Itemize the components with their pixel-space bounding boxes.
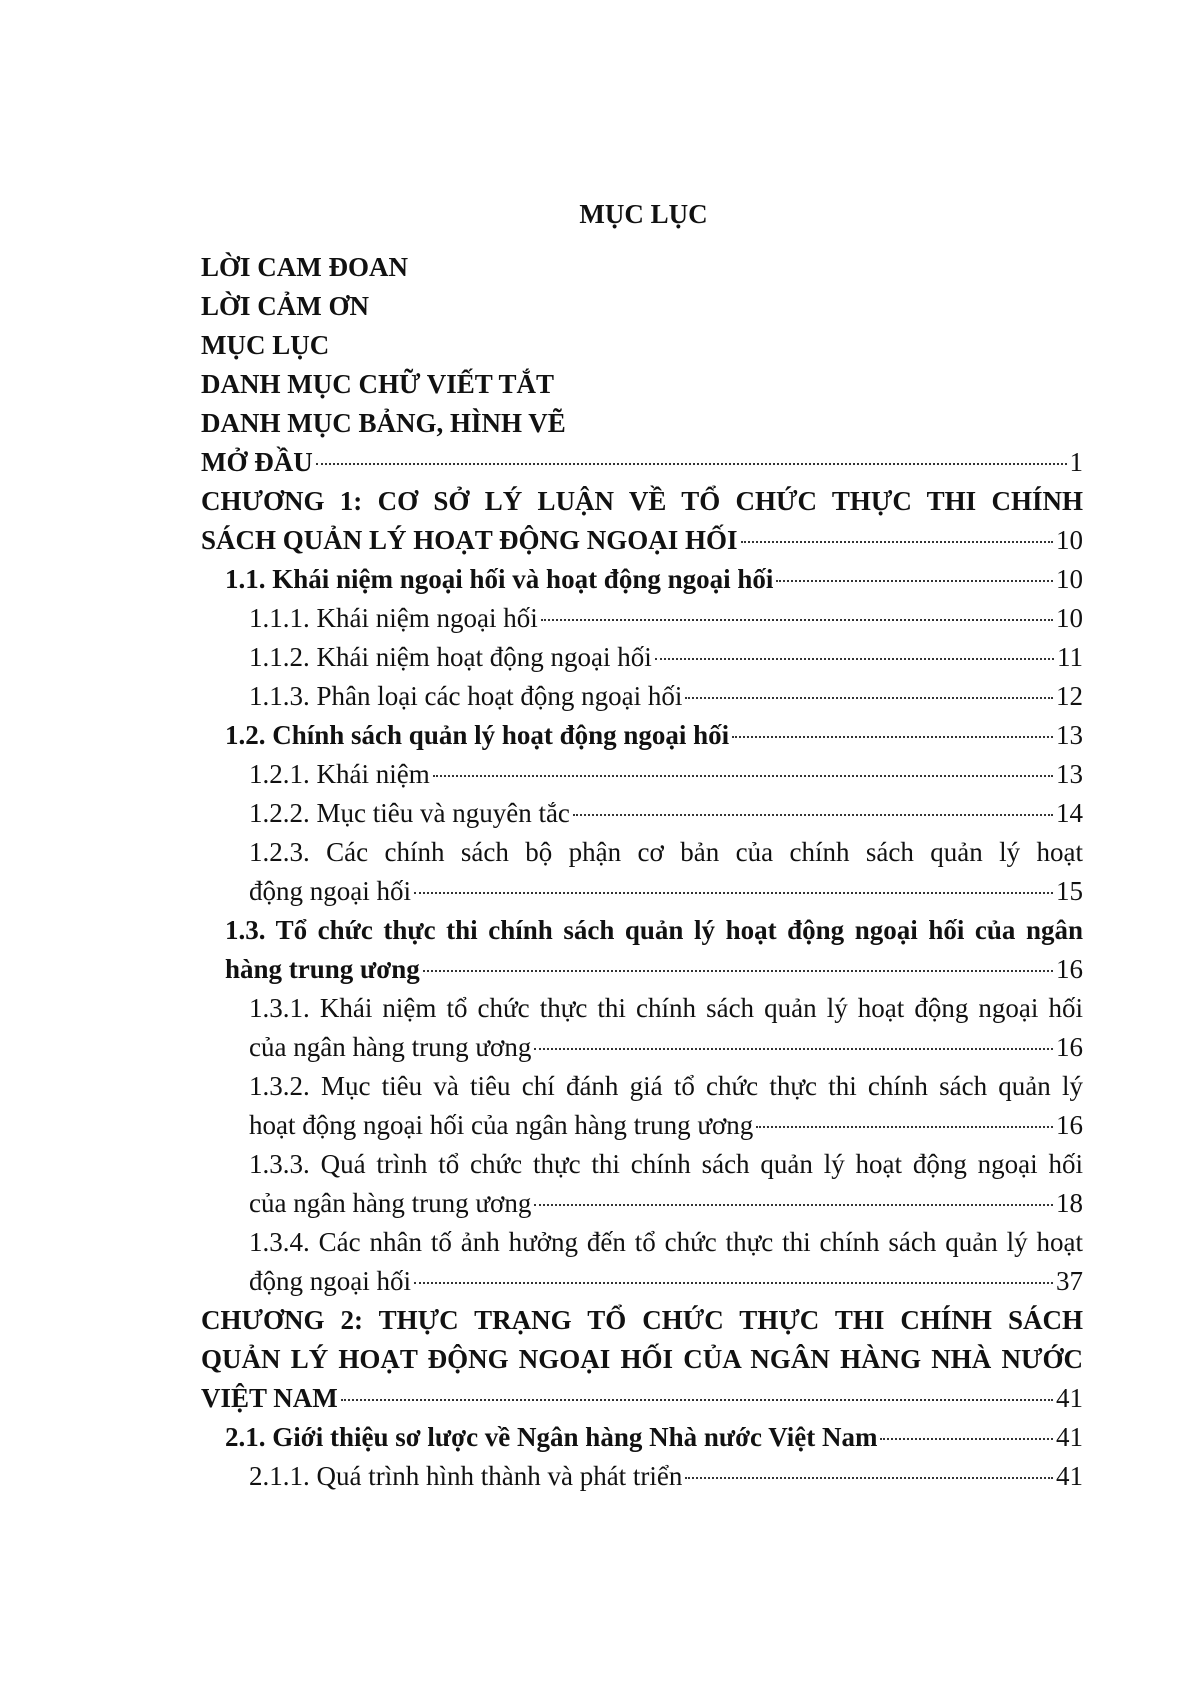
page-number: 18 bbox=[1056, 1188, 1083, 1218]
toc-entry-title-line2: QUẢN LÝ HOẠT ĐỘNG NGOẠI HỐI CỦA NGÂN HÀNG NHÀ NƯỚC bbox=[201, 1344, 1083, 1374]
page-number: 16 bbox=[1056, 1110, 1083, 1140]
toc-entry-1-3[interactable] bbox=[201, 911, 1083, 989]
dot-leader bbox=[756, 1125, 1053, 1128]
dot-leader bbox=[341, 1398, 1053, 1401]
toc-entry-title-line1: CHƯƠNG 2: THỰC TRẠNG TỔ CHỨC THỰC THI CHÍNH SÁCH bbox=[201, 1305, 1083, 1335]
toc-entry-2-1[interactable] bbox=[201, 1418, 1083, 1457]
dot-leader bbox=[776, 579, 1053, 582]
toc-entry-title-line2: của ngân hàng trung ương bbox=[249, 1188, 532, 1218]
dot-leader bbox=[316, 462, 1067, 465]
toc-entry-title-line1: 1.3. Tổ chức thực thi chính sách quản lý hoạt động ngoại hối của ngân bbox=[225, 915, 1083, 945]
page-number: 41 bbox=[1056, 1422, 1083, 1452]
toc-entry-title-line2: hoạt động ngoại hối của ngân hàng trung ương bbox=[249, 1110, 754, 1140]
toc-entry-title: 1.2.2. Mục tiêu và nguyên tắc bbox=[249, 798, 570, 828]
toc-front-loi-cam-doan[interactable]: LỜI CAM ĐOAN bbox=[201, 252, 408, 282]
page-number: 10 bbox=[1056, 603, 1083, 633]
toc-front-danh-muc-bang-hinh-ve[interactable]: DANH MỤC BẢNG, HÌNH VẼ bbox=[201, 408, 566, 438]
dot-leader bbox=[685, 696, 1053, 699]
toc-entry-title-line2: động ngoại hối bbox=[249, 1266, 411, 1296]
toc-entry-title: 1.1.1. Khái niệm ngoại hối bbox=[249, 603, 538, 633]
toc-entry-1-2[interactable] bbox=[201, 716, 1083, 755]
toc-entry-title-line1: 1.3.2. Mục tiêu và tiêu chí đánh giá tổ chức thực thi chính sách quản lý bbox=[249, 1071, 1083, 1101]
toc-entry-title: 2.1. Giới thiệu sơ lược về Ngân hàng Nhà nước Việt Nam bbox=[225, 1422, 878, 1452]
toc-entry-chuong-2[interactable] bbox=[201, 1301, 1083, 1418]
toc-entry-mo-dau[interactable] bbox=[201, 443, 1083, 482]
dot-leader bbox=[880, 1437, 1053, 1440]
toc-entry-title: 1.1.2. Khái niệm hoạt động ngoại hối bbox=[249, 642, 652, 672]
dot-leader bbox=[534, 1047, 1053, 1050]
toc-entry-1-1-1[interactable] bbox=[201, 599, 1083, 638]
toc-entry-1-3-2[interactable] bbox=[201, 1067, 1083, 1145]
page-number: 10 bbox=[1056, 525, 1083, 555]
page-title: MỤC LỤC bbox=[579, 199, 708, 229]
toc-entry-title-line2: hàng trung ương bbox=[225, 954, 420, 984]
toc-entry-title-line2: SÁCH QUẢN LÝ HOẠT ĐỘNG NGOẠI HỐI bbox=[201, 525, 738, 555]
toc-entry-title: 1.1.3. Phân loại các hoạt động ngoại hối bbox=[249, 681, 683, 711]
dot-leader bbox=[414, 1281, 1053, 1284]
dot-leader bbox=[433, 774, 1053, 777]
toc-entry-title: MỞ ĐẦU bbox=[201, 447, 313, 477]
dot-leader bbox=[741, 540, 1053, 543]
page-number: 16 bbox=[1056, 954, 1083, 984]
toc-entry-1-3-4[interactable] bbox=[201, 1223, 1083, 1301]
page-number: 1 bbox=[1069, 447, 1083, 477]
dot-leader bbox=[414, 891, 1053, 894]
toc-entry-1-3-1[interactable] bbox=[201, 989, 1083, 1067]
page-number: 13 bbox=[1056, 720, 1083, 750]
toc-front-loi-cam-on[interactable]: LỜI CẢM ƠN bbox=[201, 291, 369, 321]
toc-entry-chuong-1[interactable] bbox=[201, 482, 1083, 560]
toc-entry-title-line2: động ngoại hối bbox=[249, 876, 411, 906]
toc-entry-1-2-3[interactable] bbox=[201, 833, 1083, 911]
table-of-contents bbox=[201, 248, 1083, 1496]
toc-entry-title-line2: của ngân hàng trung ương bbox=[249, 1032, 532, 1062]
toc-entry-title-line1: 1.3.4. Các nhân tố ảnh hưởng đến tổ chức thực thi chính sách quản lý hoạt bbox=[249, 1227, 1083, 1257]
toc-entry-1-3-3[interactable] bbox=[201, 1145, 1083, 1223]
toc-entry-title: 1.2.1. Khái niệm bbox=[249, 759, 430, 789]
toc-entry-title: 1.1. Khái niệm ngoại hối và hoạt động ngoại hối bbox=[225, 564, 774, 594]
dot-leader bbox=[732, 735, 1053, 738]
page-number: 12 bbox=[1056, 681, 1083, 711]
toc-entry-1-2-2[interactable] bbox=[201, 794, 1083, 833]
page-number: 41 bbox=[1056, 1383, 1083, 1413]
toc-entry-1-2-1[interactable] bbox=[201, 755, 1083, 794]
dot-leader bbox=[655, 657, 1054, 660]
page-number: 11 bbox=[1057, 642, 1083, 672]
page-number: 10 bbox=[1056, 564, 1083, 594]
page-number: 16 bbox=[1056, 1032, 1083, 1062]
toc-entry-1-1-3[interactable] bbox=[201, 677, 1083, 716]
dot-leader bbox=[534, 1203, 1053, 1206]
page-number: 15 bbox=[1056, 876, 1083, 906]
dot-leader bbox=[541, 618, 1053, 621]
toc-entry-title: 1.2. Chính sách quản lý hoạt động ngoại hối bbox=[225, 720, 730, 750]
page-number: 14 bbox=[1056, 798, 1083, 828]
page-number: 37 bbox=[1056, 1266, 1083, 1296]
toc-front-danh-muc-chu-viet-tat[interactable]: DANH MỤC CHỮ VIẾT TẮT bbox=[201, 369, 555, 399]
toc-entry-title-line3: VIỆT NAM bbox=[201, 1383, 338, 1413]
page-number: 13 bbox=[1056, 759, 1083, 789]
dot-leader bbox=[423, 969, 1053, 972]
toc-entry-title-line1: CHƯƠNG 1: CƠ SỞ LÝ LUẬN VỀ TỔ CHỨC THỰC THI CHÍNH bbox=[201, 486, 1083, 516]
toc-entry-1-1-2[interactable] bbox=[201, 638, 1083, 677]
toc-entry-2-1-1[interactable] bbox=[201, 1457, 1083, 1496]
dot-leader bbox=[685, 1476, 1053, 1479]
toc-entry-title: 2.1.1. Quá trình hình thành và phát triển bbox=[249, 1461, 683, 1491]
dot-leader bbox=[573, 813, 1053, 816]
toc-entry-title-line1: 1.3.3. Quá trình tổ chức thực thi chính sách quản lý hoạt động ngoại hối bbox=[249, 1149, 1083, 1179]
page-number: 41 bbox=[1056, 1461, 1083, 1491]
toc-entry-title-line1: 1.2.3. Các chính sách bộ phận cơ bản của chính sách quản lý hoạt bbox=[249, 837, 1083, 867]
toc-entry-title-line1: 1.3.1. Khái niệm tổ chức thực thi chính sách quản lý hoạt động ngoại hối bbox=[249, 993, 1083, 1023]
toc-front-muc-luc[interactable]: MỤC LỤC bbox=[201, 330, 330, 360]
toc-entry-1-1[interactable] bbox=[201, 560, 1083, 599]
